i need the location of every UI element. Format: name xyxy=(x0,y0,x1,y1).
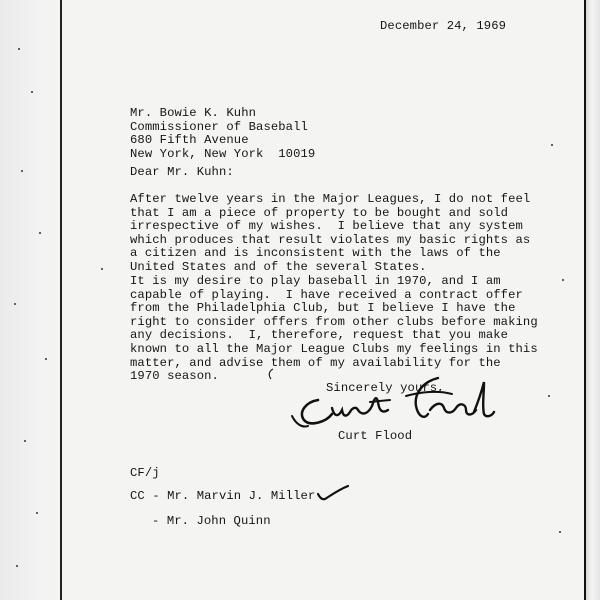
speck xyxy=(562,279,564,281)
paragraph-line: It is my desire to play baseball in 1970, and I am xyxy=(130,274,501,288)
typist-initials: CF/j xyxy=(130,466,160,480)
speck xyxy=(36,512,38,514)
closing: Sincerely yours, xyxy=(326,381,445,395)
paragraph-line: a citizen and is inconsistent with the laws of the xyxy=(130,246,501,261)
speck xyxy=(39,232,41,234)
paragraph-line: which produces that result violates my basic rights as xyxy=(130,232,531,247)
paragraph-line: right to consider offers from other clubs before making xyxy=(130,314,538,329)
recipient-city: New York, New York 10019 xyxy=(130,146,316,161)
letter-date: December 24, 1969 xyxy=(380,19,507,33)
speck xyxy=(45,358,47,360)
paragraph-1 xyxy=(130,193,530,275)
paragraph-line: 1970 season. xyxy=(130,369,219,384)
recipient-street: 680 Fifth Avenue xyxy=(130,133,249,148)
handwritten-signature-icon xyxy=(288,372,498,434)
speck xyxy=(548,395,550,397)
paragraph-line: matter, and advise them of my availability for the xyxy=(130,355,501,370)
speck xyxy=(101,268,103,270)
paragraph-line: from the Philadelphia Club, but I believe I have the xyxy=(130,301,516,316)
handwritten-check-icon xyxy=(316,484,350,504)
speck xyxy=(14,303,16,305)
recipient-name: Mr. Bowie K. Kuhn xyxy=(130,106,257,120)
signer-name: Curt Flood xyxy=(338,429,413,443)
paragraph-line: United States and of the several States. xyxy=(130,259,427,274)
recipient-address xyxy=(130,107,315,161)
paragraph-line: known to all the Major League Clubs my feelings in this xyxy=(130,341,538,356)
speck xyxy=(31,91,33,93)
salutation: Dear Mr. Kuhn: xyxy=(130,165,234,179)
speck xyxy=(21,170,23,172)
speck xyxy=(18,48,20,50)
paragraph-line: irrespective of my wishes. I believe that any system xyxy=(130,219,523,234)
cc-line-quinn: - Mr. John Quinn xyxy=(152,514,271,528)
left-border-line xyxy=(60,0,62,600)
cc-line-miller: CC - Mr. Marvin J. Miller xyxy=(130,489,316,503)
paragraph-line: capable of playing. I have received a contract offer xyxy=(130,287,523,302)
paragraph-line: After twelve years in the Major Leagues, I do not feel xyxy=(130,192,531,206)
speck xyxy=(16,565,18,567)
paragraph-line: any decisions. I, therefore, request that you make xyxy=(130,328,509,343)
paragraph-2 xyxy=(130,275,538,384)
speck xyxy=(551,144,553,146)
speck xyxy=(24,440,26,442)
speck xyxy=(559,531,561,533)
paragraph-line: that I am a piece of property to be bought and sold xyxy=(130,205,509,220)
right-edge-shadow xyxy=(586,0,600,600)
pen-mark-icon xyxy=(266,368,276,380)
recipient-title: Commissioner of Baseball xyxy=(130,119,308,134)
